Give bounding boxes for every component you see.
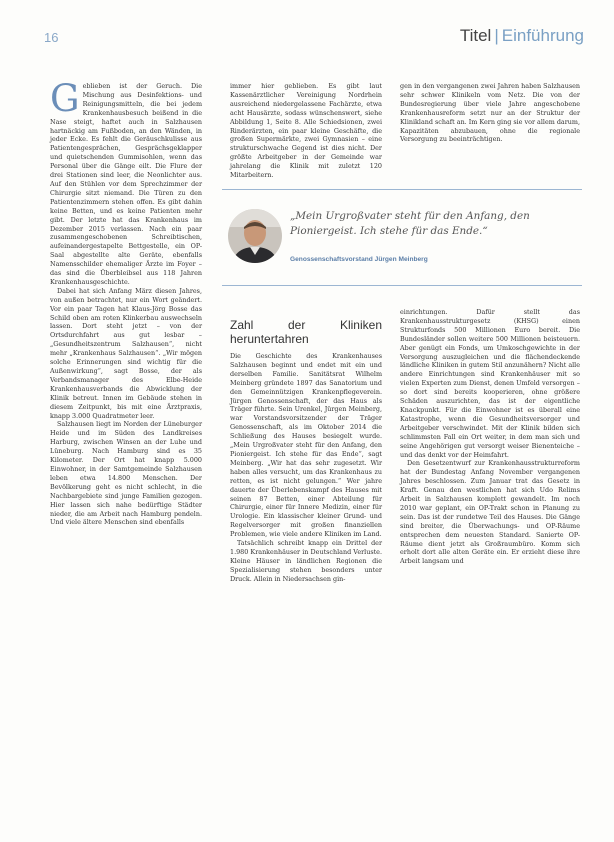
article-column-2 bbox=[230, 308, 382, 584]
paragraph: Die Geschichte des Krankenhauses Salzhausen beginnt und endet mit ein und derselben Familie. Sanitätsrat Wilhelm Meinberg gründete 1897 das Sanatorium und den Gemeinnützigen Krankenpflegeverein. Jürgen Genossenschaft, der das Haus als Träger führte. Sein Urenkel, Jürgen Meinberg, war Vorstandsvorsitzender der Träger Genossenschaft, als im Oktober 2014 die Schließung des Hauses besiegelt wurde. „Mein Urgroßvater steht für den Anfang, den Pioniergeist. Ich stehe für das Ende“, sagt Meinberg. „Wir hat das sehr zugesetzt. Wir haben alles versucht, um das Krankenhaus zu retten, es ist nicht gelungen.“ Wer jahre dauerte der Überlebenskampf des Hauses mit seinen 87 Betten, einer Abteilung für Chirurgie, einer für Innere Medizin, einer für Urologie. Ein klassischer kleiner Grund- und Regelversorger mit großen finanziellen Problemen, wie viele andere Kliniken im Land. bbox=[230, 352, 382, 539]
section-subtitle: Einführung bbox=[501, 26, 584, 45]
paragraph: Den Gesetzentwurf zur Krankenhausstrukturreform hat der Bundestag Anfang November vergangenen Jahres beschlossen. Zum Januar trat das Gesetz in Kraft. Genau den westlichen hat sich Udo Relims Arbeit in Salzhausen komplett gewandelt. Im noch 2010 war geplant, ein OP-Trakt schon in Planung zu sein. Das ist der rundetwe Teil des Hauses. Die Gänge sind breiter, die Überwachungs- und OP-Räume entsprechen dem neuesten Standard. Sanierte OP-Räume dient jetzt als Großraumbüro. Komm sich erholt dort alle alten Geräte ein. Er erzieht diese ihre Arbeit langsam und bbox=[400, 459, 580, 566]
paragraph: einrichtungen. Dafür stellt das Krankenhausstrukturgesetz (KHSG) einen Strukturfonds 500 Millionen Euro bereit. Die Bundesländer sollen weitere 500 Millionen beisteuern. Aber genügt ein Fonds, um Umkoschgewichte in der Versorgung auszugleichen und die flächendeckende ländliche Kliniken in gutem Stil anzunähern? Nicht alle andere Einrichtungen sind Krankenhäuser mit so vielen Experten zum Dienst, denen Umfeld versorgen – so dort sind bereits kooperieren, ohne größere Schäden auszurichten, das ist der eigentliche Knackpunkt. Für die Einwohner ist es überall eine Katastrophe, wenn die Gesundheitsversorger und Arbeitgeber verschwindet. Mit der Klinik bilden sich schlimmsten Fall ein Ort weiter, in dem man sich und seine Angehörigen gut versorgt weiser Bienenteiche – und das denkt vor der Heimfahrt. bbox=[400, 308, 580, 459]
page-number: 16 bbox=[44, 30, 59, 45]
quote-source: Genossenschaftsvorstand Jürgen Meinberg bbox=[290, 256, 428, 263]
article-column-2-top bbox=[230, 82, 382, 180]
paragraph: gen in den vergangenen zwei Jahren haben Salzhausen sehr schwer Klinikeln vom Netz. Die von der Bundesregierung über viele Jahre angeschobene Krankenhausreform setzt nur an der Struktur der Klinikland schaft an. Im Kern ging sie vor allem darum, Kapazitäten abzubauen, ohne die regionale Versorgung zu beeinträchtigen. bbox=[400, 82, 580, 144]
article-column-1 bbox=[50, 77, 202, 527]
dropcap: G bbox=[50, 77, 80, 120]
paragraph: Salzhausen liegt im Norden der Lüneburger Heide und im Süden des Landkreises Harburg, zwischen Winsen an der Luhe und Lüneburg. Nach Hamburg sind es 35 Kilometer. Der Ort hat knapp 5.000 Einwohner, in der Samtgemeinde Salzhausen leben etwa 14.800 Menschen. Der Bevölkerung geht es nicht schlecht, in die Nachbargebiete sind junge Familien gezogen. Hier lassen sich nahe bedürftige Städter nieder, die am Arbeit nach Hamburg pendeln. Und viele ältere Menschen sind ebenfalls bbox=[50, 420, 202, 527]
article-column-3 bbox=[400, 308, 580, 566]
paragraph: eblieben ist der Geruch. Die Mischung aus Desinfektions- und Reinigungsmitteln, die bei jedem Krankenhausbesuch beißend in die Nase steigt, haftet auch in Salzhausen hartnäckig am Fußboden, an den Wänden, in jeder Ecke. Es fehlt die Geräuschkulisse aus Patientengesprächen, Gesprächsgeklapper und quietschenden Gummisohlen, wenn das Personal über die Gänge eilt. Die Flure der drei Stationen sind leer, die Neonlichter aus. Auf den Stühlen vor dem Sprechzimmer der Chirurgie sitzt niemand. Die Türen zu den Patientenzimmern stehen offen. Es gibt dahin keine Betten, und es keine Patienten mehr gibt. Der letzte hat das Krankenhaus im Dezember 2015 verlassen. Nach ein paar zusammengeschobenen Schreibtischen, aufeinandergestapelte Bettgestelle, ein OP-Saal abgestellte alte Geräte, ebenfalls Namensschilder ehemaliger Ärzte im Foyer – das sind die Überbleibsel aus 118 Jahren Krankenhausgeschichte. bbox=[50, 82, 202, 286]
section-separator: | bbox=[494, 26, 499, 45]
quote-text: „Mein Urgroßvater steht für den Anfang, den Pioniergeist. Ich stehe für das Ende.“ bbox=[290, 210, 530, 237]
paragraph: Tatsächlich schreibt knapp ein Drittel der 1.980 Krankenhäuser in Deutschland Verluste. Kleine Häuser in ländlichen Regionen die Spezialisierung stehen besonders unter Druck. Allein in Niedersachsen gin- bbox=[230, 539, 382, 583]
section-header bbox=[460, 26, 584, 46]
quote-rule-bottom bbox=[222, 285, 582, 286]
article-column-3-top bbox=[400, 82, 580, 144]
section-title: Titel bbox=[459, 26, 492, 45]
portrait-photo bbox=[228, 209, 282, 263]
paragraph: immer hier geblieben. Es gibt laut Kassenärztlicher Vereinigung Nordrhein ausreichend niedergelassene Fachärzte, etwa acht Hausärzte, sodass wünschenswert, siehe Abbildung 1, Seite 8. Alle Schiedsionen, zwei Rinderärzten, ein paar kleine Geschäfte, die großen Supermärkte, zwei Gymnasien – eine strukturschwache Gegend ist dies nicht. Der größte Arbeitgeber in der Gemeinde war jahrelang die Klinik mit zuletzt 120 Mitarbeitern. bbox=[230, 82, 382, 180]
section-subheading: Zahl der Kliniken heruntertahren bbox=[230, 318, 382, 346]
quote-rule-top bbox=[222, 189, 582, 190]
paragraph: Dabei hat sich Anfang März diesen Jahres, von außen betrachtet, nur ein Wort geändert. Vor ein paar Tagen hat Klaus-Jörg Bosse das Schild oben am roten Klinkerbau auswechseln lassen. Dort steht jetzt – von der Ortsdurchfahrt aus gut lesbar – „Gesundheitszentrum Salzhausen“, nicht mehr „Krankenhaus Salzhausen“. „Wir mögen solche Erinnerungen sind wichtig für die Außenwirkung“, sagt Bosse, der als Verbandsmanager des Elbe-Heide Krankenhausverbands die Abwicklung der Klinik betreut. Innen im Gebäude stehen in diesem Zeitpunkt, bis mit eine Ärztpraxis, knapp 3.000 Quadratmeter leer. bbox=[50, 286, 202, 420]
pull-quote bbox=[222, 185, 582, 297]
